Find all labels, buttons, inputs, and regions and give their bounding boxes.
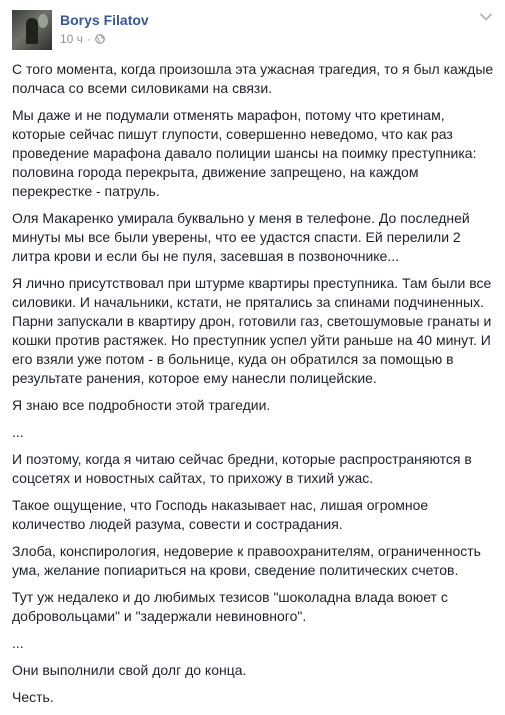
post-paragraph: С того момента, когда произошла эта ужасная трагедия, то я был каждые полчаса со всеми силовиками на связи. [12,61,494,96]
post-header [12,10,497,50]
post-paragraph: Злоба, конспирология, недоверие к правоохранителям, ограниченность ума, желание попиариться на крови, сведение политических счетов. [12,543,481,578]
post-paragraph: Честь. [12,689,54,705]
post-paragraph: Я знаю все подробности этой трагедии. [12,397,271,413]
post-paragraph: Тут уж недалеко и до любимых тезисов "шоколадна влада воюет с добровольцами" и "задержали невиновного". [12,589,448,624]
post-meta [60,32,105,46]
post-paragraph: Я лично присутствовал при штурме квартиры преступника. Там были все силовики. И начальники, кстати, не прятались за спинами подчиненных. Парни запускали в квартиру дрон, готовили газ, светошумовые гранаты и кошки против растяжек. Но преступник успел уйти раньше на 40 минут. И его взяли уже потом - в больнице, куда он обратился за помощью в результате ранения, которое ему нанесли полицейские. [12,275,492,386]
post-paragraph: ... [12,424,24,440]
post-paragraph: Оля Макаренко умирала буквально у меня в телефоне. До последней минуты мы все были уверены, что ее удастся спасти. Ей перелили 2 литра крови и если бы не пуля, засевшая в позвоночнике... [12,210,470,264]
globe-icon[interactable] [95,34,105,44]
avatar-figure [26,18,38,44]
post-body [12,60,497,715]
post-paragraph: Мы даже и не подумали отменять марафон, потому что кретинам, которые сейчас пишут глупости, совершенно неведомо, что как раз проведение марафона давало полиции шансы на поимку преступника: половина города перекрыта, движение запрещено, на каждом перекрестке - патруль. [12,107,477,199]
meta-separator: · [86,32,91,46]
post-paragraph: Такое ощущение, что Господь наказывает нас, лишая огромное количество людей разума, совести и сострадания. [12,497,429,532]
post-time[interactable]: 10 ч [60,32,83,46]
avatar-figure-head [38,14,48,28]
post-paragraph: Они выполнили свой долг до конца. [12,662,247,678]
post-paragraph: И поэтому, когда я читаю сейчас бредни, которые распространяются в соцсетях и новостных сайтах, то прихожу в тихий ужас. [12,451,472,486]
post-paragraph: ... [12,635,24,651]
chevron-down-icon[interactable] [479,10,493,24]
avatar[interactable] [12,10,52,50]
author-name[interactable]: Borys Filatov [60,12,149,28]
